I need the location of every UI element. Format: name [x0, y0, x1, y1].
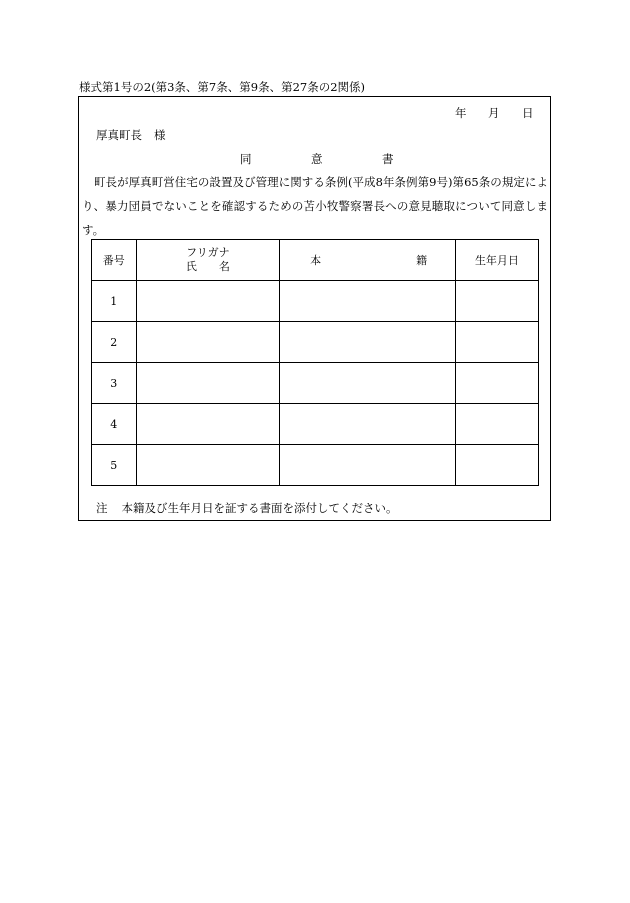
header-domicile-char-2: 籍 — [416, 254, 428, 267]
row-number: 5 — [92, 445, 137, 486]
header-domicile-char-1: 本 — [310, 254, 322, 267]
birthdate-field[interactable] — [455, 404, 538, 445]
title-char-1: 同 — [240, 152, 252, 166]
row-number: 4 — [92, 404, 137, 445]
domicile-field[interactable] — [280, 363, 456, 404]
birthdate-field[interactable] — [455, 445, 538, 486]
header-name: 氏 名 — [185, 260, 230, 273]
birthdate-field[interactable] — [455, 363, 538, 404]
name-field[interactable] — [136, 404, 280, 445]
addressee-honorific: 様 — [154, 128, 166, 142]
table-row — [92, 363, 539, 404]
header-number: 番号 — [92, 240, 137, 281]
row-number: 2 — [92, 322, 137, 363]
table-row — [92, 404, 539, 445]
note-label: 注 — [96, 501, 108, 515]
table-row — [92, 281, 539, 322]
date-day-label: 日 — [522, 106, 534, 120]
name-field[interactable] — [136, 363, 280, 404]
header-birthdate: 生年月日 — [455, 240, 538, 281]
title-char-3: 書 — [382, 152, 394, 166]
date-year-label: 年 — [455, 106, 467, 120]
header-furigana: フリガナ — [186, 246, 230, 259]
table-row — [92, 445, 539, 486]
consent-statement: 町長が厚真町営住宅の設置及び管理に関する条例(平成8年条例第9号)第65条の規定により、暴力団員でないことを確認するための苫小牧警察署長への意見聴取について同意します。 — [82, 175, 548, 237]
row-number: 3 — [92, 363, 137, 404]
name-field[interactable] — [136, 445, 280, 486]
title-char-2: 意 — [311, 152, 323, 166]
birthdate-field[interactable] — [455, 322, 538, 363]
domicile-field[interactable] — [280, 445, 456, 486]
header-furigana-name — [136, 240, 280, 281]
note-text: 本籍及び生年月日を証する書面を添付してください。 — [121, 501, 398, 515]
footnote — [96, 500, 398, 516]
form-caption: 様式第1号の2(第3条、第7条、第9条、第27条の2関係) — [79, 80, 366, 94]
domicile-field[interactable] — [280, 322, 456, 363]
header-domicile — [280, 240, 456, 281]
table-header-row — [92, 240, 539, 281]
consent-table — [91, 239, 539, 486]
birthdate-field[interactable] — [455, 281, 538, 322]
addressee — [96, 127, 166, 143]
name-field[interactable] — [136, 281, 280, 322]
date-month-label: 月 — [488, 106, 500, 120]
domicile-field[interactable] — [280, 404, 456, 445]
addressee-name: 厚真町長 — [96, 128, 142, 142]
name-field[interactable] — [136, 322, 280, 363]
domicile-field[interactable] — [280, 281, 456, 322]
table-row — [92, 322, 539, 363]
row-number: 1 — [92, 281, 137, 322]
